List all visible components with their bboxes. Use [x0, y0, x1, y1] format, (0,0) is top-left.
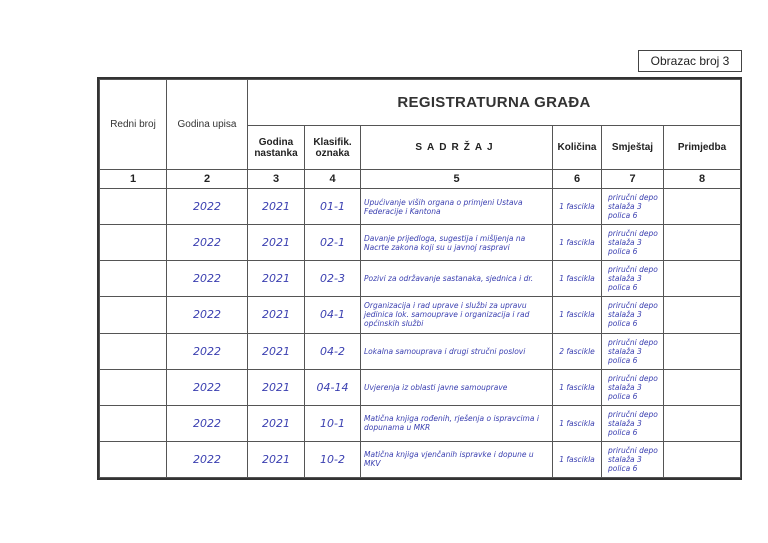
- cell-klasifik-oznaka: 04-1: [305, 297, 361, 333]
- cell-klasifik-oznaka: 10-2: [305, 441, 361, 477]
- table-row: [100, 369, 741, 405]
- cell-primjedba: [664, 441, 741, 477]
- column-number: 6: [553, 170, 602, 189]
- cell-smjestaj: priručni depo stalaža 3 polica 6: [602, 405, 664, 441]
- cell-kolicina: 2 fascikle: [553, 333, 602, 369]
- cell-klasifik-oznaka: 02-1: [305, 225, 361, 261]
- cell-godina-upisa: 2022: [167, 441, 248, 477]
- cell-klasifik-oznaka: 10-1: [305, 405, 361, 441]
- cell-sadrzaj: Davanje prijedloga, sugestija i mišljenja na Nacrte zakona koji su u javnoj raspravi: [361, 225, 553, 261]
- cell-godina-upisa: 2022: [167, 333, 248, 369]
- header-redni-broj: Redni broj: [100, 80, 167, 170]
- cell-kolicina: 1 fascikla: [553, 189, 602, 225]
- cell-sadrzaj: Lokalna samouprava i drugi stručni poslovi: [361, 333, 553, 369]
- cell-smjestaj: priručni depo stalaža 3 polica 6: [602, 369, 664, 405]
- cell-godina-upisa: 2022: [167, 297, 248, 333]
- cell-godina-nastanka: 2021: [248, 333, 305, 369]
- cell-sadrzaj: Uvjerenja iz oblasti javne samouprave: [361, 369, 553, 405]
- cell-kolicina: 1 fascikla: [553, 261, 602, 297]
- header-smjestaj: Smještaj: [602, 126, 664, 170]
- cell-primjedba: [664, 297, 741, 333]
- registry-sheet: [97, 77, 742, 480]
- cell-kolicina: 1 fascikla: [553, 369, 602, 405]
- cell-redni-broj: [100, 441, 167, 477]
- cell-godina-nastanka: 2021: [248, 297, 305, 333]
- column-number: 4: [305, 170, 361, 189]
- cell-primjedba: [664, 261, 741, 297]
- column-number: 8: [664, 170, 741, 189]
- cell-godina-nastanka: 2021: [248, 225, 305, 261]
- table-title: REGISTRATURNA GRAĐA: [248, 80, 741, 126]
- table-row: [100, 189, 741, 225]
- cell-smjestaj: priručni depo stalaža 3 polica 6: [602, 189, 664, 225]
- column-number: 7: [602, 170, 664, 189]
- cell-godina-nastanka: 2021: [248, 405, 305, 441]
- cell-godina-nastanka: 2021: [248, 369, 305, 405]
- cell-klasifik-oznaka: 01-1: [305, 189, 361, 225]
- cell-kolicina: 1 fascikla: [553, 405, 602, 441]
- cell-smjestaj: priručni depo stalaža 3 polica 6: [602, 225, 664, 261]
- column-number: 5: [361, 170, 553, 189]
- cell-godina-nastanka: 2021: [248, 189, 305, 225]
- table-row: [100, 441, 741, 477]
- cell-smjestaj: priručni depo stalaža 3 polica 6: [602, 333, 664, 369]
- cell-smjestaj: priručni depo stalaža 3 polica 6: [602, 297, 664, 333]
- cell-sadrzaj: Pozivi za održavanje sastanaka, sjednica i dr.: [361, 261, 553, 297]
- table-row: [100, 261, 741, 297]
- cell-klasifik-oznaka: 02-3: [305, 261, 361, 297]
- cell-sadrzaj: Matična knjiga vjenčanih ispravke i dopune u MKV: [361, 441, 553, 477]
- cell-redni-broj: [100, 189, 167, 225]
- column-number: 2: [167, 170, 248, 189]
- cell-kolicina: 1 fascikla: [553, 297, 602, 333]
- cell-godina-upisa: 2022: [167, 369, 248, 405]
- header-sadrzaj: SADRŽAJ: [361, 126, 553, 170]
- cell-redni-broj: [100, 369, 167, 405]
- header-klasifik-oznaka: Klasifik. oznaka: [305, 126, 361, 170]
- column-number: 1: [100, 170, 167, 189]
- cell-godina-upisa: 2022: [167, 189, 248, 225]
- cell-godina-upisa: 2022: [167, 225, 248, 261]
- cell-primjedba: [664, 333, 741, 369]
- form-number-label: Obrazac broj 3: [638, 50, 742, 72]
- cell-sadrzaj: Matična knjiga rođenih, rješenja o ispravcima i dopunama u MKR: [361, 405, 553, 441]
- cell-godina-nastanka: 2021: [248, 261, 305, 297]
- header-godina-nastanka: Godina nastanka: [248, 126, 305, 170]
- column-number: 3: [248, 170, 305, 189]
- cell-redni-broj: [100, 405, 167, 441]
- table-row: [100, 225, 741, 261]
- cell-sadrzaj: Organizacija i rad uprave i službi za upravu jedinica lok. samouprave i organizacija i rad općinskih službi: [361, 297, 553, 333]
- cell-redni-broj: [100, 261, 167, 297]
- cell-primjedba: [664, 369, 741, 405]
- cell-redni-broj: [100, 297, 167, 333]
- cell-redni-broj: [100, 333, 167, 369]
- table-row: [100, 297, 741, 333]
- table-row: [100, 405, 741, 441]
- header-godina-upisa: Godina upisa: [167, 80, 248, 170]
- cell-sadrzaj: Upućivanje viših organa o primjeni Ustava Federacije i Kantona: [361, 189, 553, 225]
- cell-primjedba: [664, 225, 741, 261]
- cell-kolicina: 1 fascikla: [553, 225, 602, 261]
- registry-rows: [100, 189, 741, 478]
- cell-smjestaj: priručni depo stalaža 3 polica 6: [602, 441, 664, 477]
- header-primjedba: Primjedba: [664, 126, 741, 170]
- cell-klasifik-oznaka: 04-14: [305, 369, 361, 405]
- cell-godina-upisa: 2022: [167, 405, 248, 441]
- cell-smjestaj: priručni depo stalaža 3 polica 6: [602, 261, 664, 297]
- cell-godina-nastanka: 2021: [248, 441, 305, 477]
- cell-redni-broj: [100, 225, 167, 261]
- registry-table: [99, 79, 741, 478]
- cell-godina-upisa: 2022: [167, 261, 248, 297]
- cell-klasifik-oznaka: 04-2: [305, 333, 361, 369]
- cell-kolicina: 1 fascikla: [553, 441, 602, 477]
- table-row: [100, 333, 741, 369]
- header-kolicina: Količina: [553, 126, 602, 170]
- cell-primjedba: [664, 189, 741, 225]
- cell-primjedba: [664, 405, 741, 441]
